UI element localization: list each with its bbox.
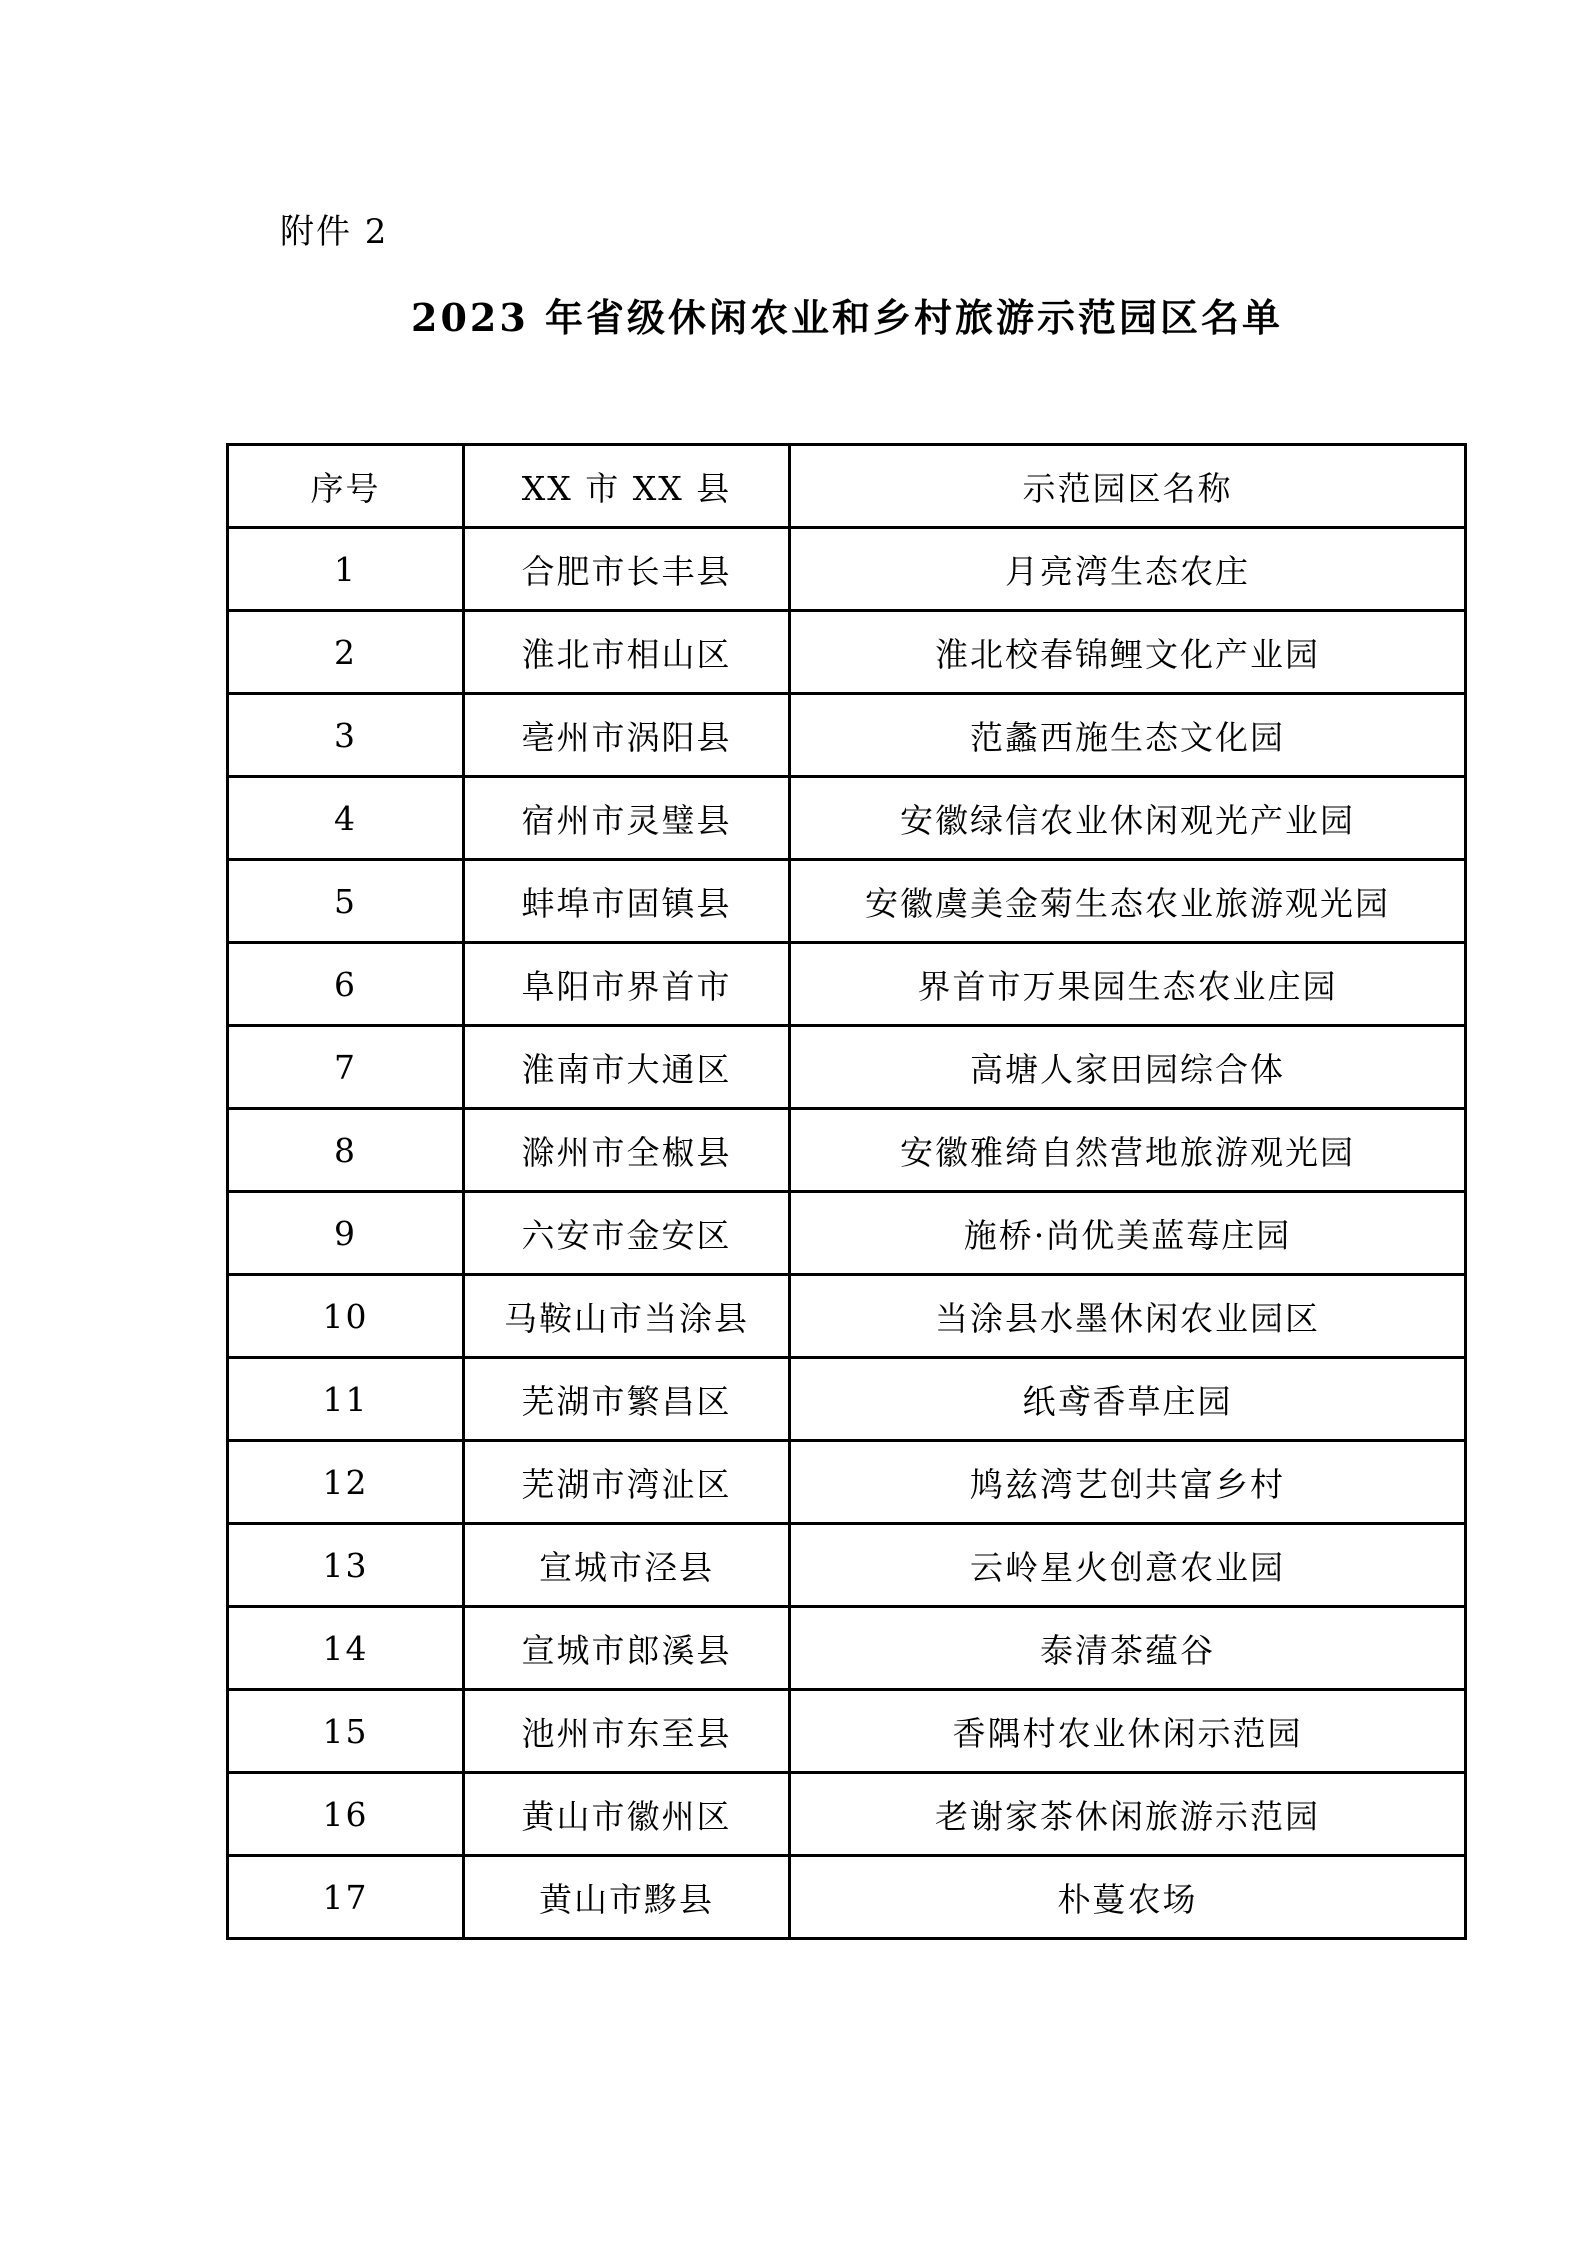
cell-serial-number: 2 <box>228 611 464 694</box>
header-region: XX 市 XX 县 <box>464 445 790 528</box>
cell-park-name: 云岭星火创意农业园 <box>790 1524 1466 1607</box>
table-row <box>228 777 1466 860</box>
cell-region: 淮北市相山区 <box>464 611 790 694</box>
table-row <box>228 611 1466 694</box>
cell-region: 马鞍山市当涂县 <box>464 1275 790 1358</box>
table-row <box>228 1358 1466 1441</box>
cell-serial-number: 4 <box>228 777 464 860</box>
table-row <box>228 1192 1466 1275</box>
cell-serial-number: 1 <box>228 528 464 611</box>
cell-serial-number: 12 <box>228 1441 464 1524</box>
cell-park-name: 施桥·尚优美蓝莓庄园 <box>790 1192 1466 1275</box>
cell-park-name: 高塘人家田园综合体 <box>790 1026 1466 1109</box>
cell-region: 合肥市长丰县 <box>464 528 790 611</box>
table-header-row <box>228 445 1466 528</box>
table-row <box>228 1275 1466 1358</box>
cell-region: 亳州市涡阳县 <box>464 694 790 777</box>
cell-serial-number: 10 <box>228 1275 464 1358</box>
table-row <box>228 528 1466 611</box>
cell-serial-number: 11 <box>228 1358 464 1441</box>
cell-park-name: 泰清茶蕴谷 <box>790 1607 1466 1690</box>
table-row <box>228 943 1466 1026</box>
cell-region: 蚌埠市固镇县 <box>464 860 790 943</box>
cell-region: 六安市金安区 <box>464 1192 790 1275</box>
cell-serial-number: 8 <box>228 1109 464 1192</box>
cell-park-name: 香隅村农业休闲示范园 <box>790 1690 1466 1773</box>
cell-park-name: 朴蔓农场 <box>790 1856 1466 1939</box>
cell-park-name: 当涂县水墨休闲农业园区 <box>790 1275 1466 1358</box>
cell-region: 滁州市全椒县 <box>464 1109 790 1192</box>
header-serial-number: 序号 <box>228 445 464 528</box>
table-row <box>228 1109 1466 1192</box>
cell-serial-number: 14 <box>228 1607 464 1690</box>
cell-park-name: 安徽虞美金菊生态农业旅游观光园 <box>790 860 1466 943</box>
attachment-label: 附件 2 <box>280 212 389 252</box>
cell-region: 阜阳市界首市 <box>464 943 790 1026</box>
document-title: 2023 年省级休闲农业和乡村旅游示范园区名单 <box>411 295 1283 340</box>
header-park-name: 示范园区名称 <box>790 445 1466 528</box>
table-row <box>228 1524 1466 1607</box>
cell-region: 黄山市黟县 <box>464 1856 790 1939</box>
cell-park-name: 安徽雅绮自然营地旅游观光园 <box>790 1109 1466 1192</box>
cell-park-name: 范蠡西施生态文化园 <box>790 694 1466 777</box>
table-row <box>228 1441 1466 1524</box>
demo-park-list-table <box>226 443 1467 1940</box>
cell-park-name: 月亮湾生态农庄 <box>790 528 1466 611</box>
cell-serial-number: 15 <box>228 1690 464 1773</box>
cell-park-name: 淮北校春锦鲤文化产业园 <box>790 611 1466 694</box>
cell-serial-number: 13 <box>228 1524 464 1607</box>
table-row <box>228 1026 1466 1109</box>
cell-serial-number: 7 <box>228 1026 464 1109</box>
table-row <box>228 694 1466 777</box>
cell-region: 芜湖市湾沚区 <box>464 1441 790 1524</box>
cell-serial-number: 16 <box>228 1773 464 1856</box>
cell-region: 黄山市徽州区 <box>464 1773 790 1856</box>
cell-park-name: 纸鸢香草庄园 <box>790 1358 1466 1441</box>
table-row <box>228 860 1466 943</box>
table-row <box>228 1773 1466 1856</box>
cell-region: 宿州市灵璧县 <box>464 777 790 860</box>
cell-region: 宣城市泾县 <box>464 1524 790 1607</box>
cell-park-name: 鸠兹湾艺创共富乡村 <box>790 1441 1466 1524</box>
cell-region: 宣城市郎溪县 <box>464 1607 790 1690</box>
table-row <box>228 1690 1466 1773</box>
cell-park-name: 安徽绿信农业休闲观光产业园 <box>790 777 1466 860</box>
table-row <box>228 1607 1466 1690</box>
cell-region: 淮南市大通区 <box>464 1026 790 1109</box>
cell-serial-number: 17 <box>228 1856 464 1939</box>
cell-serial-number: 6 <box>228 943 464 1026</box>
cell-serial-number: 5 <box>228 860 464 943</box>
cell-park-name: 界首市万果园生态农业庄园 <box>790 943 1466 1026</box>
cell-serial-number: 3 <box>228 694 464 777</box>
cell-serial-number: 9 <box>228 1192 464 1275</box>
table-row <box>228 1856 1466 1939</box>
cell-region: 芜湖市繁昌区 <box>464 1358 790 1441</box>
cell-park-name: 老谢家茶休闲旅游示范园 <box>790 1773 1466 1856</box>
cell-region: 池州市东至县 <box>464 1690 790 1773</box>
